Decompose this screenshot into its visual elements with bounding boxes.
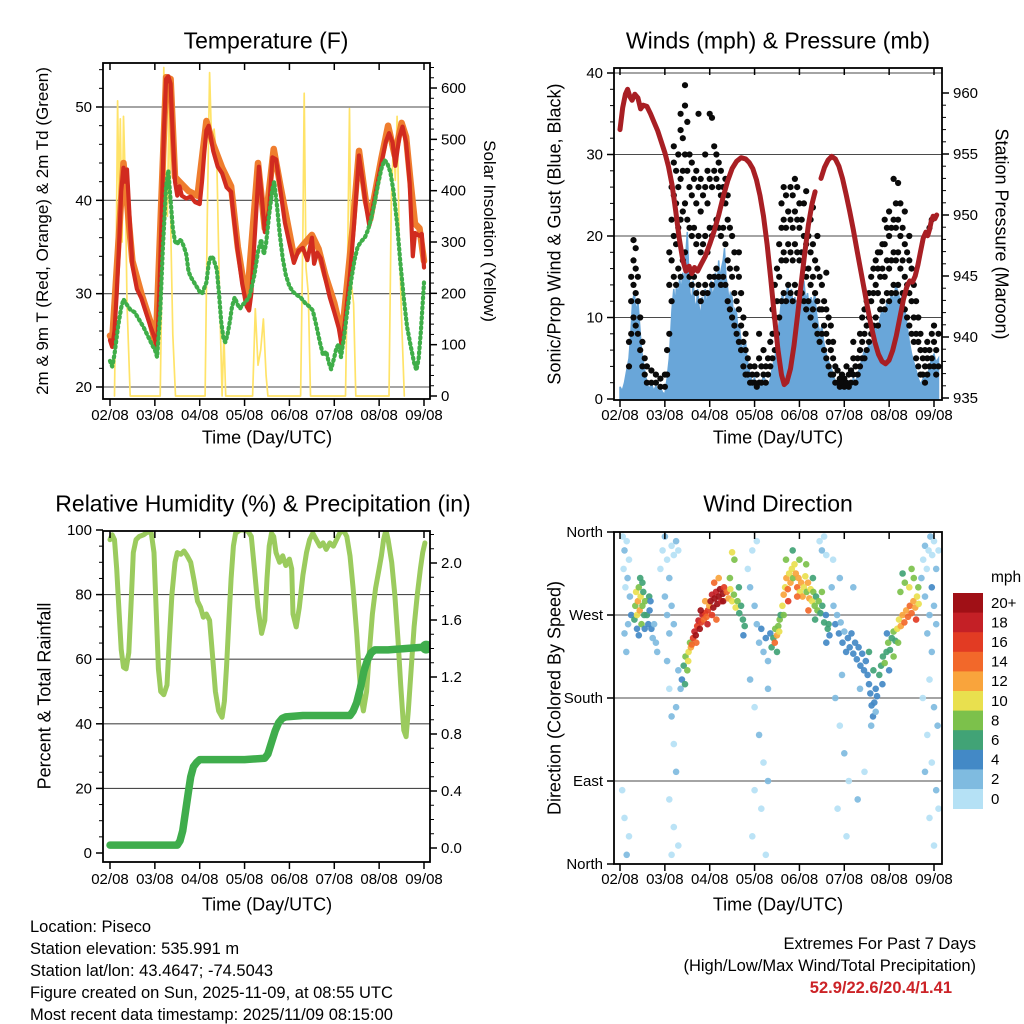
y-tick-label: 0.8	[441, 726, 462, 743]
x-tick-label: 06/08	[270, 871, 309, 888]
y-tick-label: 10	[586, 309, 603, 327]
data-timestamp: Most recent data timestamp: 2025/11/09 08:15:00	[30, 1006, 393, 1024]
x-axis-label-direction: Time (Day/UTC)	[712, 894, 844, 915]
y-tick-label: 40	[586, 65, 603, 82]
station-latlon: Station lat/lon: 43.4647; -74.5043	[30, 962, 274, 980]
x-tick-label: 02/08	[91, 871, 129, 888]
y-tick-label: 30	[75, 285, 92, 303]
y-tick-label: 20	[75, 378, 92, 396]
y-tick-label: 0.4	[441, 783, 462, 800]
y-tick-label: 60	[75, 651, 92, 669]
legend-swatch	[953, 750, 983, 770]
legend-swatch	[953, 789, 983, 809]
y-tick-label: 20	[586, 228, 603, 245]
x-tick-label: 05/08	[735, 871, 774, 888]
y-tick-label: 500	[441, 131, 467, 149]
y-tick-label: 40	[75, 715, 92, 733]
x-axis-label-winds: Time (Day/UTC)	[712, 427, 844, 448]
panel-title-winds-pressure: Winds (mph) & Pressure (mb)	[625, 27, 931, 54]
x-tick-label: 08/08	[360, 871, 398, 888]
y-axis-label-percent-rainfall: Percent & Total Rainfall	[34, 602, 55, 790]
x-tick-label: 03/08	[646, 871, 684, 888]
y-tick-label: 100	[441, 336, 467, 354]
x-tick-label: 06/08	[270, 407, 309, 424]
legend-label: 12	[991, 673, 1008, 691]
legend-swatch	[953, 769, 983, 789]
legend-label: 16	[991, 634, 1008, 651]
legend-swatch	[953, 691, 983, 711]
panel-title-humidity-precip: Relative Humidity (%) & Precipitation (in)	[55, 490, 471, 517]
legend-label: 6	[991, 732, 1000, 749]
x-tick-label: 02/08	[91, 407, 129, 424]
legend-swatch	[953, 671, 983, 691]
legend-swatch	[953, 593, 983, 613]
x-tick-label: 03/08	[646, 407, 684, 424]
y-tick-label: 0	[441, 388, 450, 405]
series-2m-t	[110, 76, 424, 350]
direction-tick-label: East	[572, 773, 603, 791]
y-tick-label: 600	[441, 80, 467, 98]
legend-label: 18	[991, 614, 1008, 632]
y-axis-label-direction: Direction (Colored By Speed)	[544, 580, 565, 816]
legend-title-mph: mph	[991, 569, 1022, 586]
legend-swatch	[953, 652, 983, 672]
legend-swatch	[953, 613, 983, 633]
x-tick-label: 04/08	[180, 407, 219, 424]
y-tick-label: 40	[75, 192, 92, 210]
y-tick-label: 30	[586, 146, 603, 164]
x-tick-label: 06/08	[780, 871, 819, 888]
y-tick-label: 0	[83, 845, 92, 862]
y-tick-label: 80	[75, 586, 92, 604]
y-tick-label: 935	[953, 390, 979, 407]
legend-swatch	[953, 632, 983, 652]
legend-swatch	[953, 711, 983, 731]
y-tick-label: 400	[441, 182, 467, 200]
x-tick-label: 02/08	[601, 407, 639, 424]
extremes-block	[683, 933, 976, 999]
x-axis-label-temperature: Time (Day/UTC)	[201, 427, 333, 448]
y-tick-label: 960	[953, 85, 979, 102]
y-tick-label: 300	[441, 234, 467, 252]
x-tick-label: 03/08	[136, 871, 174, 888]
panel-title-temperature: Temperature (F)	[183, 27, 349, 54]
y-tick-label: 955	[953, 146, 979, 163]
y-tick-label: 200	[441, 285, 467, 303]
x-tick-label: 07/08	[315, 871, 354, 888]
y-tick-label: 20	[75, 780, 92, 798]
series-direction-dots	[619, 533, 942, 858]
x-tick-label: 05/08	[225, 871, 264, 888]
x-tick-label: 06/08	[780, 407, 819, 424]
legend-label: 10	[991, 692, 1008, 710]
legend-label: 2	[991, 771, 1000, 789]
x-tick-label: 09/08	[915, 871, 953, 888]
legend-label: 4	[991, 751, 1000, 769]
y-tick-label: 2.0	[441, 555, 462, 572]
extremes-heading: Extremes For Past 7 Days	[783, 935, 976, 953]
y-tick-label: 0.0	[441, 840, 462, 857]
direction-tick-label: North	[566, 856, 603, 873]
x-tick-label: 04/08	[180, 871, 219, 888]
x-tick-label: 05/08	[735, 407, 774, 424]
y-tick-label: 940	[953, 329, 979, 346]
y-tick-label: 100	[66, 522, 92, 539]
direction-tick-label: North	[566, 524, 603, 542]
station-info	[30, 916, 393, 1024]
x-tick-label: 08/08	[870, 871, 908, 888]
x-tick-label: 08/08	[360, 407, 398, 424]
legend-label: 14	[991, 653, 1008, 671]
direction-tick-label: West	[569, 607, 603, 625]
y-axis-label-pressure: Station Pressure (Maroon)	[991, 128, 1012, 340]
x-axis-label-humidity: Time (Day/UTC)	[201, 894, 333, 915]
extremes-subheading: (High/Low/Max Wind/Total Precipitation)	[683, 957, 976, 975]
panel-title-wind-direction: Wind Direction	[703, 490, 853, 517]
y-axis-label-wind-gust: Sonic/Prop Wind & Gust (Blue, Black)	[544, 83, 565, 385]
x-tick-label: 04/08	[690, 871, 729, 888]
x-tick-label: 03/08	[136, 407, 174, 424]
series-relative-humidity	[110, 530, 425, 737]
y-tick-label: 950	[953, 207, 979, 224]
x-tick-label: 09/08	[915, 407, 953, 424]
x-tick-label: 07/08	[315, 407, 354, 424]
station-elevation: Station elevation: 535.991 m	[30, 940, 240, 958]
figure-created: Figure created on Sun, 2025-11-09, at 08:55 UTC	[30, 984, 393, 1002]
x-tick-label: 09/08	[405, 871, 443, 888]
y-tick-label: 0	[594, 391, 603, 408]
x-tick-label: 02/08	[601, 871, 639, 888]
direction-tick-label: South	[563, 690, 603, 708]
y-axis-label-temperature: 2m & 9m T (Red, Orange) & 2m Td (Green)	[33, 67, 52, 395]
y-tick-label: 1.2	[441, 669, 462, 686]
legend-label: 0	[991, 790, 1000, 808]
x-tick-label: 04/08	[690, 407, 729, 424]
legend-label: 8	[991, 712, 1000, 730]
x-tick-label: 05/08	[225, 407, 264, 424]
station-location: Location: Piseco	[30, 918, 152, 936]
x-tick-label: 08/08	[870, 407, 908, 424]
y-tick-label: 1.6	[441, 612, 462, 629]
legend-label: 20+	[991, 594, 1017, 612]
extremes-values: 52.9/22.6/20.4/1.41	[809, 979, 952, 997]
y-tick-label: 945	[953, 268, 979, 285]
y-tick-label: 50	[75, 99, 92, 116]
x-tick-label: 07/08	[825, 871, 864, 888]
legend-swatch	[953, 730, 983, 750]
y-axis-label-solar: Solar Insolation (Yellow)	[480, 140, 499, 322]
x-tick-label: 07/08	[825, 407, 864, 424]
x-tick-label: 09/08	[405, 407, 443, 424]
